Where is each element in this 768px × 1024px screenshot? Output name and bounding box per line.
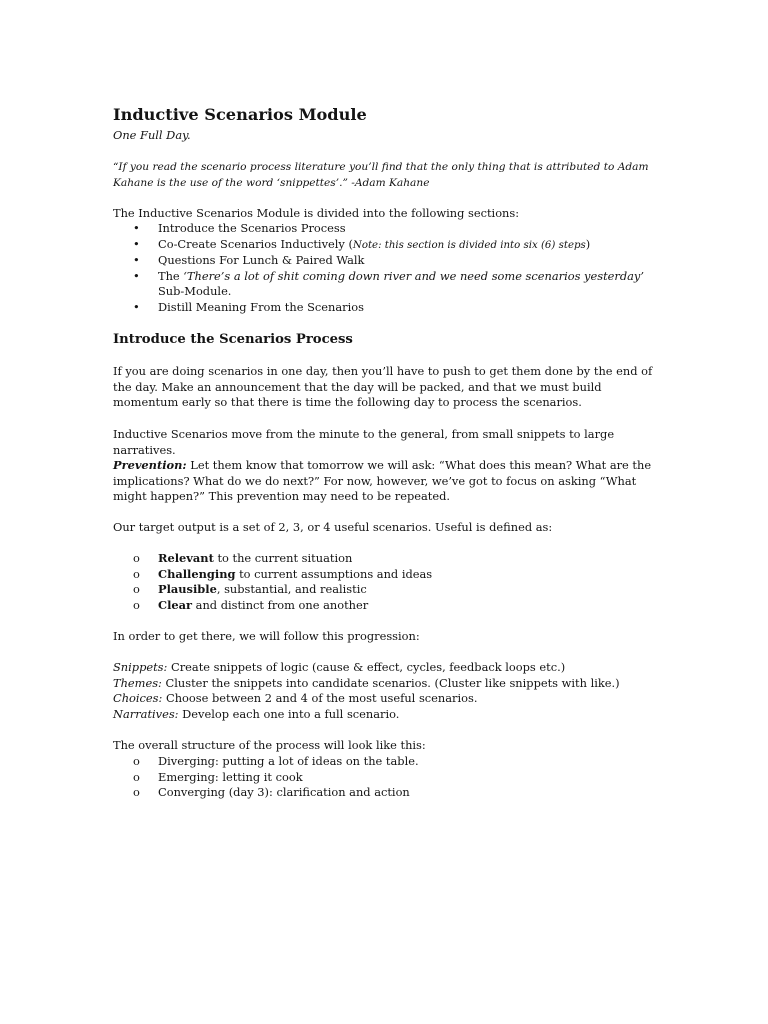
circle-bullet-icon: o bbox=[133, 754, 140, 768]
list-item: • Co-Create Scenarios Inductively (Note: this section is divided into six (6) steps) bbox=[133, 236, 591, 251]
list-item: Narratives: Develop each one into a full scenario. bbox=[113, 706, 400, 721]
bullet-icon: • bbox=[133, 236, 140, 251]
section-heading: Introduce the Scenarios Process bbox=[113, 332, 353, 347]
bullet-icon: • bbox=[133, 221, 140, 235]
epigraph-quote: “If you read the scenario process literature you’ll find that the only thing that is attributed to Adam Kahane is the use of the word ‘snippettes’.” -Adam Kahane bbox=[113, 161, 649, 189]
paragraph-target-output: Our target output is a set of 2, 3, or 4 useful scenarios. Useful is defined as: bbox=[113, 520, 553, 534]
progression-label: Themes: bbox=[113, 675, 162, 690]
list-item: • Distill Meaning From the Scenarios bbox=[133, 299, 364, 314]
structure-list bbox=[113, 754, 668, 801]
circle-bullet-icon: o bbox=[133, 551, 140, 565]
list-item: o Clear and distinct from one another bbox=[133, 597, 369, 612]
list-item: Themes: Cluster the snippets into candidate scenarios. (Cluster like snippets with like.) bbox=[113, 675, 620, 690]
circle-bullet-icon: o bbox=[133, 582, 140, 597]
list-item: o Diverging: putting a lot of ideas on the table. bbox=[133, 754, 419, 768]
list-item: o Plausible, substantial, and realistic bbox=[133, 582, 367, 597]
section-note: Note: this section is divided into six (6) steps bbox=[352, 239, 586, 251]
useful-criteria-list bbox=[113, 551, 668, 613]
list-item: o Converging (day 3): clarification and action bbox=[133, 785, 410, 800]
bullet-icon: • bbox=[133, 253, 140, 268]
paragraph-inductive: Inductive Scenarios move from the minute to the general, from small snippets to large narratives. bbox=[113, 427, 615, 457]
list-item: o Emerging: letting it cook bbox=[133, 769, 303, 784]
list-item: o Relevant to the current situation bbox=[133, 551, 353, 565]
circle-bullet-icon: o bbox=[133, 597, 140, 612]
paragraph-structure-intro: The overall structure of the process will look like this: bbox=[113, 738, 426, 752]
paragraph-one-day: If you are doing scenarios in one day, then you’ll have to push to get them done by the end of the day. Make an announcement that the day will be packed, and that we must build momentum early so that there is time the following day to process the scenarios. bbox=[113, 364, 653, 410]
circle-bullet-icon: o bbox=[133, 785, 140, 800]
progression-label: Choices: bbox=[113, 691, 163, 706]
sections-list bbox=[113, 221, 668, 316]
list-item: o Challenging to current assumptions and ideas bbox=[133, 566, 433, 581]
prevention-label: Prevention: bbox=[113, 458, 187, 472]
list-item: • The ‘There’s a lot of shit coming down river and we need some scenarios yesterday’ Sub-Module. bbox=[133, 268, 644, 299]
paragraph-prevention: Prevention: Let them know that tomorrow we will ask: “What does this mean? What are the implications? What do we do next?” For now, however, we’ve got to focus on asking “What might happen?” This prevention may need to be repeated. bbox=[113, 458, 652, 504]
list-item: • Introduce the Scenarios Process bbox=[133, 221, 346, 235]
duration-note: One Full Day. bbox=[113, 128, 191, 142]
list-item: • Questions For Lunch & Paired Walk bbox=[133, 253, 365, 268]
bullet-icon: • bbox=[133, 299, 140, 314]
bullet-icon: • bbox=[133, 268, 140, 283]
list-item: Snippets: Create snippets of logic (cause & effect, cycles, feedback loops etc.) bbox=[113, 660, 566, 674]
sections-intro: The Inductive Scenarios Module is divided into the following sections: bbox=[113, 206, 520, 220]
submodule-title: ‘There’s a lot of shit coming down river and we need some scenarios yesterday’ bbox=[183, 268, 644, 283]
progression-list bbox=[113, 660, 668, 722]
list-item: Choices: Choose between 2 and 4 of the most useful scenarios. bbox=[113, 691, 478, 706]
paragraph-progression-intro: In order to get there, we will follow this progression: bbox=[113, 629, 420, 643]
circle-bullet-icon: o bbox=[133, 566, 140, 581]
circle-bullet-icon: o bbox=[133, 769, 140, 784]
progression-label: Snippets: bbox=[113, 660, 168, 674]
progression-label: Narratives: bbox=[113, 706, 179, 721]
document-title: Inductive Scenarios Module bbox=[113, 105, 367, 124]
